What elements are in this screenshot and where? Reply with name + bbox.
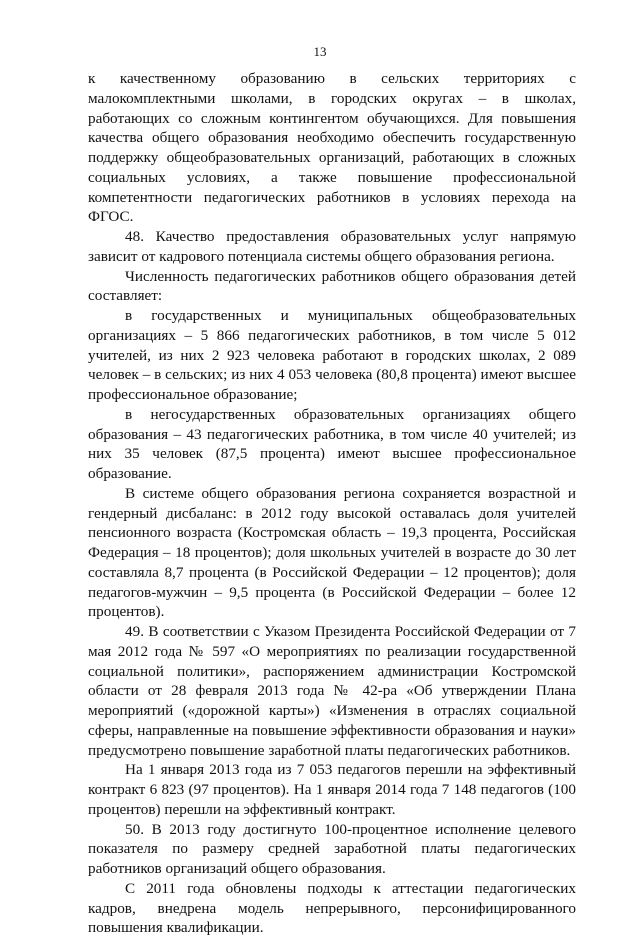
- paragraph-staff-count-intro: Численность педагогических работников общего образования детей составляет:: [88, 267, 576, 305]
- page-number: 13: [313, 44, 327, 59]
- document-body: [88, 69, 576, 938]
- paragraph-continuation: к качественному образованию в сельских территориях с малокомплектными школами, в городских округах – в школах, работающих со сложным контингентом обучающихся. Для повышения качества общего образования необходимо обеспечить государственную поддержку общеобразовательных организаций, работающих в сложных социальных условиях, а также повышение профессиональной компетентности педагогических работников в условиях перехода на ФГОС.: [88, 70, 576, 226]
- paragraph-48: 48. Качество предоставления образовательных услуг напрямую зависит от кадрового потенциала системы общего образования региона.: [88, 228, 576, 265]
- paragraph-certification: С 2011 года обновлены подходы к аттестации педагогических кадров, внедрена модель непрерывного, персонифицированного повышения квалификации.: [88, 879, 576, 937]
- paragraph-50: 50. В 2013 году достигнуто 100-процентное исполнение целевого показателя по размеру средней заработной платы педагогических работников организаций общего образования.: [88, 820, 576, 877]
- paragraph-age-gender-imbalance: В системе общего образования региона сохраняется возрастной и гендерный дисбаланс: в 2012 году высокой оставалась доля учителей пенсионного возраста (Костромская область – 19,3 процента, Российская Федерация – 18 процентов); доля школьных учителей в возрасте до 30 лет составляла 8,7 процента (в Российской Федерации – 12 процентов); доля педагогов-мужчин – 9,5 процента (в Российской Федерации – более 12 процентов).: [88, 484, 576, 621]
- paragraph-effective-contract: На 1 января 2013 года из 7 053 педагогов перешли на эффективный контракт 6 823 (97 процентов). На 1 января 2014 года 7 148 педагогов (100 процентов) перешли на эффективный контракт.: [88, 761, 576, 818]
- paragraph-49: 49. В соответствии с Указом Президента Российской Федерации от 7 мая 2012 года № 597 «О мероприятиях по реализации государственной социальной политики», распоряжением администрации Костромской области от 28 февраля 2013 года № 42-ра «Об утверждении Плана мероприятий («дорожной карты») «Изменения в отраслях социальной сферы, направленные на повышение эффективности образования и науки» предусмотрено повышение заработной платы педагогических работников.: [88, 623, 576, 759]
- paragraph-non-state-staff: в негосударственных образовательных организациях общего образования – 43 педагогических работника, в том числе 40 учителей; из них 35 человек (87,5 процента) имеют высшее профессиональное образование.: [88, 405, 576, 482]
- paragraph-state-municipal-staff: в государственных и муниципальных общеобразовательных организациях – 5 866 педагогических работников, в том числе 5 012 учителей, из них 2 923 человека работают в городских школах, 2 089 человек – в сельских; из них 4 053 человека (80,8 процента) имеют высшее профессиональное образование;: [88, 307, 576, 403]
